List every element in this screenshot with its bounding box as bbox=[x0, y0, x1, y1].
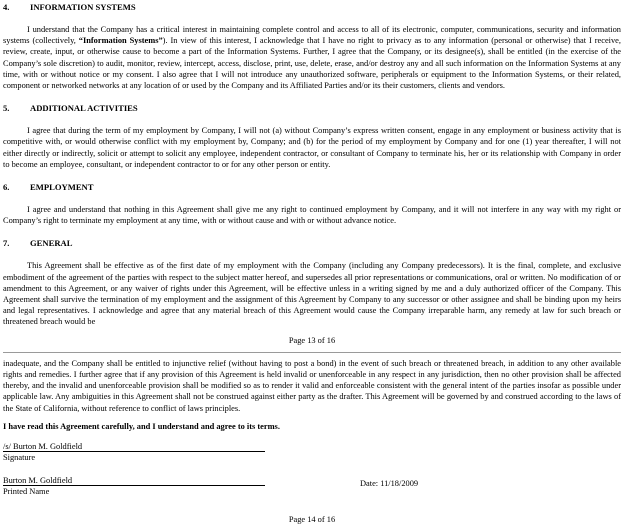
signature-line: /s/ Burton M. Goldfield bbox=[3, 441, 265, 452]
document-page bbox=[3, 2, 621, 525]
printed-name-line: Burton M. Goldfield bbox=[3, 475, 265, 486]
signature-caption: Signature bbox=[3, 453, 36, 463]
printed-name-block bbox=[3, 475, 621, 501]
section-7-paragraph: This Agreement shall be effective as of the first date of my employment with the Company (including any Company predecessors). It is the final, complete, and exclusive embodiment of the agreement of the parties with respect to the subject matter hereof, and supersedes all prior representations or communications, oral or written. No modification of or amendment to this Agreement, or any waiver of rights under this Agreement, will be effective unless in a writing signed by me and a duly authorized officer of the Company. This Agreement shall survive the termination of my employment and the assignment of this Agreement by Company to any successor or other assignee and shall be binding upon my heirs and legal representatives. I acknowledge and agree that any material breach of this Agreement would cause the Company irreparable harm, any remedy at law for such breach or threatened breach would be bbox=[3, 261, 621, 327]
section-6-paragraph: I agree and understand that nothing in this Agreement shall give me any right to continued employment by Company, and it will not interfere in any way with my right or Company’s right to terminate my employment at any time, with or without cause and with or without advance notice. bbox=[3, 205, 621, 226]
section-heading-6 bbox=[3, 182, 621, 194]
section-heading-7 bbox=[3, 238, 621, 250]
section-4-paragraph: I understand that the Company has a critical interest in maintaining complete control and access to all of its electronic, computer, communications, security and information systems (collectively, “Information Systems”). In view of this interest, I acknowledge that I have no right to privacy as to any information (personal or otherwise) that I receive, review, create, input, or otherwise cause to become a part of the Information Systems. Further, I agree that the Company, or its designee(s), shall be entitled (in the exercise of the Company’s sole discretion) to audit, monitor, review, intercept, access, disclose, print, use, delete, erase, and/or destroy any and all such information on the Information Systems at any time, with or without notice or my consent. I also agree that I will not introduce any unauthorized software, peripherals or equipment to the Information Systems, or their related, component or networked networks at any location of or used by the Company and its Affiliated Parties and/or its their customers, clients and vendors. bbox=[3, 25, 621, 91]
acknowledgment-statement: I have read this Agreement carefully, and I understand and agree to its terms. bbox=[3, 421, 280, 431]
page-number: Page 13 of 16 bbox=[288, 335, 336, 345]
section-title: EMPLOYMENT bbox=[30, 182, 94, 193]
section-number: 4. bbox=[3, 2, 10, 12]
section-number: 5. bbox=[3, 103, 10, 114]
defined-term: “Information Systems” bbox=[78, 36, 163, 46]
section-heading-5 bbox=[3, 103, 621, 115]
section-number: 6. bbox=[3, 182, 10, 193]
section-heading-4 bbox=[3, 2, 621, 14]
signing-date: Date: 11/18/2009 bbox=[360, 479, 419, 489]
continuation-paragraph: inadequate, and the Company shall be entitled to injunctive relief (without having to post a bond) in the event of such breach or threatened breach, in addition to any other available rights and remedies. I further agree that if any provision of this Agreement is held invalid or unenforceable in any respect in any jurisdiction, then no other provision shall be affected thereby, and the invalid and unenforceable provision shall be modified so as to render it valid and enforceable consistent with the general intent of the parties insofar as possible under applicable law. Any ambiguities in this Agreement shall not be construed against either party as the drafter. This Agreement will be governed by and construed according to the laws of the State of California, without reference to conflict of laws principles. bbox=[3, 358, 621, 413]
page-divider bbox=[3, 352, 621, 353]
section-title: ADDITIONAL ACTIVITIES bbox=[30, 103, 138, 114]
printed-name-caption: Printed Name bbox=[3, 487, 50, 497]
signature-block bbox=[3, 441, 621, 467]
section-title: GENERAL bbox=[30, 238, 73, 249]
section-number: 7. bbox=[3, 238, 10, 249]
section-title: INFORMATION SYSTEMS bbox=[30, 2, 136, 12]
section-5-paragraph: I agree that during the term of my employment by Company, I will not (a) without Company’s express written consent, engage in any employment or business activity that is competitive with, or would otherwise conflict with my employment by, Company; and (b) for the period of my employment by Company and for one (1) year thereafter, I will not either directly or indirectly, solicit or attempt to solicit any employee, independent contractor, or consultant of Company to terminate his, her or its relationship with Company in order to become an employee, consultant, or independent contractor to or for any other person or entity. bbox=[3, 126, 621, 169]
page-number: Page 14 of 16 bbox=[288, 515, 336, 525]
